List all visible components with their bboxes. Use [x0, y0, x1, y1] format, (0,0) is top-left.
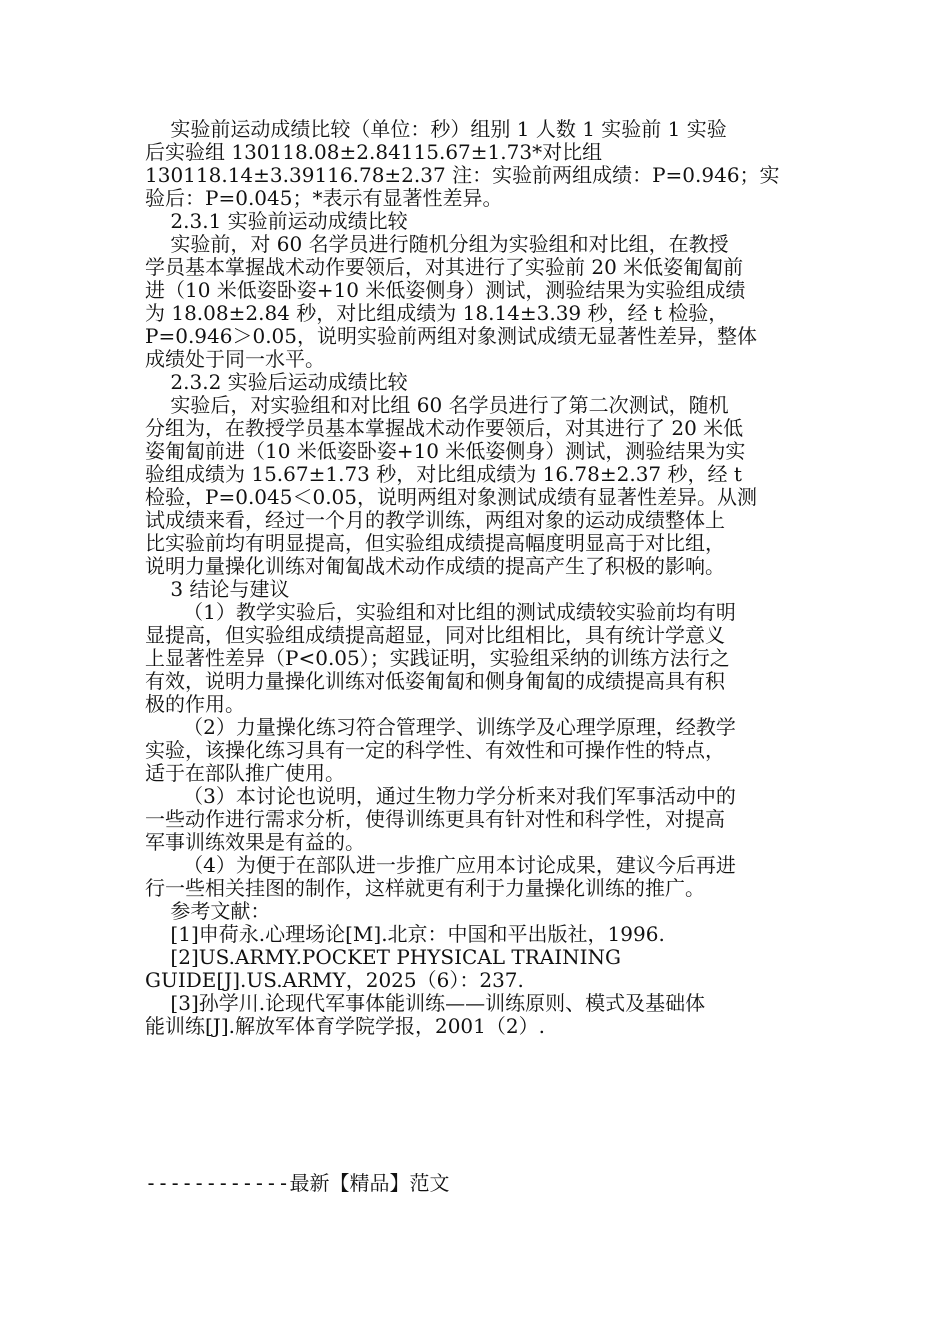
text-line: 适于在部队推广使用。: [145, 762, 345, 785]
text-line: （4）为便于在部队进一步推广应用本讨论成果，建议今后再进: [145, 854, 736, 877]
text-line: 实验前运动成绩比较（单位：秒）组别 1 人数 1 实验前 1 实验: [145, 118, 727, 141]
text-line: 130118.14±3.39116.78±2.37 注：实验前两组成绩：P=0.946；实: [145, 164, 780, 187]
text-line: 为 18.08±2.84 秒，对比组成绩为 18.14±3.39 秒，经 t 检验，: [145, 302, 729, 325]
section-heading: 2.3.2 实验后运动成绩比较: [145, 371, 408, 394]
text-line: 一些动作进行需求分析，使得训练更具有针对性和科学性，对提高: [145, 808, 725, 831]
footer-banner: ------------最新【精品】范文: [145, 1171, 450, 1195]
reference-item: 能训练[J].解放军体育学院学报，2001（2）.: [145, 1015, 545, 1038]
reference-item: GUIDE[J].US.ARMY，2025（6）：237.: [145, 969, 524, 992]
reference-item: [1]申荷永.心理场论[M].北京：中国和平出版社，1996.: [145, 923, 665, 946]
text-line: 验后：P=0.045；*表示有显著性差异。: [145, 187, 503, 210]
text-line: P=0.946＞0.05，说明实验前两组对象测试成绩无显著性差异，整体: [145, 325, 758, 348]
text-line: （1）教学实验后，实验组和对比组的测试成绩较实验前均有明: [145, 601, 736, 624]
text-line: 进（10 米低姿卧姿+10 米低姿侧身）测试，测验结果为实验组成绩: [145, 279, 746, 302]
text-line: 分组为，在教授学员基本掌握战术动作要领后，对其进行了 20 米低: [145, 417, 744, 440]
text-line: 有效，说明力量操化训练对低姿匍匐和侧身匍匐的成绩提高具有积: [145, 670, 725, 693]
text-line: 验组成绩为 15.67±1.73 秒，对比组成绩为 16.78±2.37 秒，经 t: [145, 463, 742, 486]
reference-item: [2]US.ARMY.POCKET PHYSICAL TRAINING: [145, 946, 622, 969]
body-text: [145, 118, 805, 1038]
references-heading: 参考文献：: [145, 900, 271, 923]
text-line: 姿匍匐前进（10 米低姿卧姿+10 米低姿侧身）测试，测验结果为实: [145, 440, 746, 463]
reference-item: [3]孙学川.论现代军事体能训练——训练原则、模式及基础体: [145, 992, 706, 1015]
text-line: 说明力量操化训练对匍匐战术动作成绩的提高产生了积极的影响。: [145, 555, 725, 578]
text-line: 军事训练效果是有益的。: [145, 831, 365, 854]
text-line: 学员基本掌握战术动作要领后，对其进行了实验前 20 米低姿匍匐前: [145, 256, 744, 279]
text-line: 行一些相关挂图的制作，这样就更有利于力量操化训练的推广。: [145, 877, 705, 900]
text-line: 比实验前均有明显提高，但实验组成绩提高幅度明显高于对比组，: [145, 532, 725, 555]
section-heading: 3 结论与建议: [145, 578, 290, 601]
text-line: 显提高，但实验组成绩提高超显，同对比组相比，具有统计学意义: [145, 624, 725, 647]
section-heading: 2.3.1 实验前运动成绩比较: [145, 210, 408, 233]
text-line: （2）力量操化练习符合管理学、训练学及心理学原理，经教学: [145, 716, 736, 739]
text-line: 成绩处于同一水平。: [145, 348, 325, 371]
text-line: 极的作用。: [145, 693, 245, 716]
text-line: 实验后，对实验组和对比组 60 名学员进行了第二次测试，随机: [145, 394, 729, 417]
text-line: 试成绩来看，经过一个月的教学训练，两组对象的运动成绩整体上: [145, 509, 725, 532]
text-line: 上显著性差异（P<0.05）；实践证明，实验组采纳的训练方法行之: [145, 647, 730, 670]
text-line: 后实验组 130118.08±2.84115.67±1.73*对比组: [145, 141, 603, 164]
text-line: 实验前，对 60 名学员进行随机分组为实验组和对比组，在教授: [145, 233, 729, 256]
text-line: （3）本讨论也说明，通过生物力学分析来对我们军事活动中的: [145, 785, 736, 808]
text-line: 检验，P=0.045＜0.05，说明两组对象测试成绩有显著性差异。从测: [145, 486, 758, 509]
text-line: 实验，该操化练习具有一定的科学性、有效性和可操作性的特点，: [145, 739, 725, 762]
